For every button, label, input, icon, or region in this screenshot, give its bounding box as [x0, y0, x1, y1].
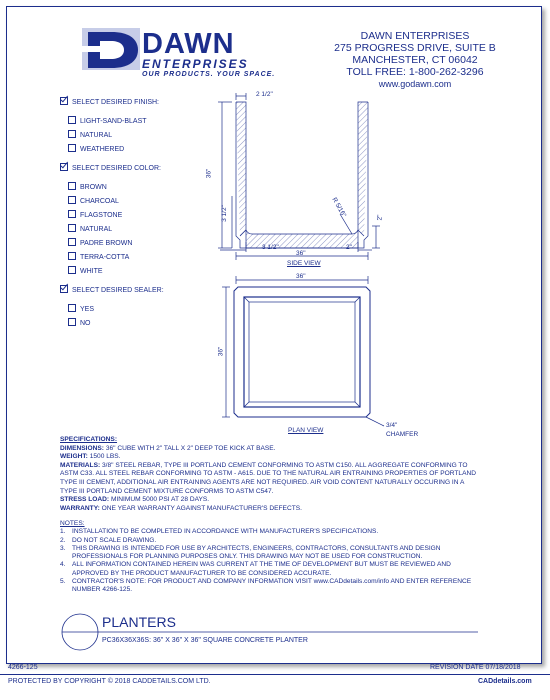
dim-radius: R 5/16" [330, 196, 348, 219]
option-label: NATURAL [80, 132, 113, 139]
footer-reference: 4266-125 [8, 664, 38, 671]
note-text: INSTALLATION TO BE COMPLETED IN ACCORDANCE WITH MANUFACTURER'S SPECIFICATIONS. [72, 528, 379, 536]
note-number: 1. [60, 528, 66, 536]
spec-label: WEIGHT: [60, 453, 88, 461]
spec-value: 1500 LBS. [89, 453, 121, 461]
dim-2-vertical: 2" [376, 214, 384, 221]
dim-3-5-horizontal: 3 1/2" [262, 244, 279, 251]
option-label: YES [80, 306, 95, 313]
spec-warranty [60, 505, 480, 514]
note-text: CONTRACTOR'S NOTE: FOR PRODUCT AND COMPANY INFORMATION VISIT www.CADdetails.com/info AND ENTER REFERENCE NUMBER 4266-125. [72, 578, 472, 594]
color-heading-label: SELECT DESIRED COLOR: [72, 165, 161, 172]
spec-dimensions [60, 445, 480, 454]
chamfer-dim: 3/4" [386, 422, 398, 429]
spec-value: 36" CUBE WITH 2" TALL X 2" DEEP TOE KICK AT BASE. [105, 444, 276, 452]
note-text: ALL INFORMATION CONTAINED HEREIN WAS CURRENT AT THE TIME OF DEVELOPMENT BUT MUST BE REVIEWED AND APPROVED BY THE PRODUCT MANUFACTURER TO BE CONSIDERED ACCURATE. [72, 561, 451, 577]
specifications [60, 436, 480, 513]
dim-36-bottom: 36" [296, 250, 306, 257]
notes-heading: NOTES: [60, 520, 85, 527]
option-label: BROWN [80, 184, 107, 191]
option-label: WEATHERED [80, 146, 125, 153]
title-block-title: PLANTERS [102, 614, 176, 630]
company-name: DAWN ENTERPRISES [360, 30, 470, 42]
logo-word-dawn: DAWN [142, 28, 235, 60]
spec-value: ONE YEAR WARRANTY AGAINST MANUFACTURER'S DEFECTS. [101, 504, 302, 512]
note-text: THIS DRAWING IS INTENDED FOR USE BY ARCHITECTS, ENGINEERS, CONTRACTORS, CONSULTANTS AND DESIGN PROFESSIONALS FOR PLANNING PURPOSES ONLY. THIS DRAWING MAY NOT BE USED FOR CONSTRUCTION. [72, 544, 441, 561]
company-address-1: 275 PROGRESS DRIVE, SUITE B [334, 42, 496, 54]
note-number: 2. [60, 536, 66, 544]
note-item [60, 537, 480, 545]
spec-value: 3/8" STEEL REBAR, TYPE III PORTLAND CEMENT CONFORMING TO ASTM C150. ALL AGGREGATE CONFORMING TO ASTM C33. ALL STEEL REBAR CONFORMING TO ASTM - A615. DUE TO THE NATURAL AIR ENTRAINING PROPERTIES OF PORTLAND TYPE III CEMENT, ADDITIONAL AIR ENTRAINING AGENTS ARE NOT REQUIRED. AIR VOID CONTENT NATURALLY OCCURING IN A TYPE III PORTLAND CEMENT MIXTURE CONFORMS TO ASTM C547. [60, 461, 476, 495]
dim-36-height: 36" [205, 168, 213, 179]
option-label: FLAGSTONE [80, 212, 123, 219]
logo-tagline: OUR PRODUCTS. YOUR SPACE. [142, 71, 276, 78]
footer-revision: REVISION DATE 07/18/2018 [430, 664, 521, 671]
chamfer-label: CHAMFER [386, 431, 419, 438]
dim-2-horizontal: 2" [346, 244, 352, 251]
note-text: DO NOT SCALE DRAWING. [72, 536, 157, 544]
note-number: 4. [60, 561, 66, 569]
title-block-subtitle: PC36X36X36S: 36" X 36" X 36" SQUARE CONCRETE PLANTER [102, 637, 308, 644]
note-item [60, 528, 480, 536]
note-number: 5. [60, 578, 66, 586]
note-item [60, 561, 480, 578]
footer-site[interactable]: CADdetails.com [478, 678, 532, 685]
option-label: NO [80, 320, 91, 327]
spec-label: WARRANTY: [60, 504, 100, 512]
option-label: WHITE [80, 268, 103, 275]
company-website[interactable]: www.godawn.com [378, 79, 452, 89]
notes [60, 520, 480, 595]
spec-value: MINIMUM 5000 PSI AT 28 DAYS. [110, 496, 210, 504]
company-address-2: MANCHESTER, CT 06042 [352, 54, 478, 66]
option-label: NATURAL [80, 226, 113, 233]
plan-dim-left: 36" [217, 346, 225, 357]
side-view-label: SIDE VIEW [287, 260, 321, 267]
company-phone: TOLL FREE: 1-800-262-3296 [346, 66, 484, 78]
note-number: 3. [60, 544, 66, 552]
spec-stress [60, 496, 480, 505]
footer-copyright: PROTECTED BY COPYRIGHT © 2018 CADDETAILS.COM LTD. [8, 678, 211, 685]
note-item [60, 545, 480, 562]
logo-word-enterprises: ENTERPRISES [142, 57, 249, 71]
spec-label: DIMENSIONS: [60, 444, 104, 452]
spec-weight [60, 453, 480, 462]
option-label: LIGHT-SAND-BLAST [80, 118, 147, 125]
option-label: PADRE BROWN [80, 240, 133, 247]
spec-label: MATERIALS: [60, 461, 101, 469]
sealer-heading-label: SELECT DESIRED SEALER: [72, 287, 164, 294]
spec-heading: SPECIFICATIONS: [60, 436, 118, 443]
spec-materials [60, 462, 480, 496]
plan-dim-top: 36" [296, 273, 306, 280]
finish-heading-label: SELECT DESIRED FINISH: [72, 99, 160, 106]
footer-divider [0, 674, 550, 675]
note-item [60, 578, 480, 595]
dim-2-5-top: 2 1/2" [256, 91, 273, 98]
dim-3-5-vertical: 3 1/2" [220, 205, 228, 222]
plan-view-label: PLAN VIEW [288, 427, 324, 434]
spec-label: STRESS LOAD: [60, 496, 110, 504]
option-label: CHARCOAL [80, 198, 119, 205]
option-label: TERRA-COTTA [80, 254, 130, 261]
